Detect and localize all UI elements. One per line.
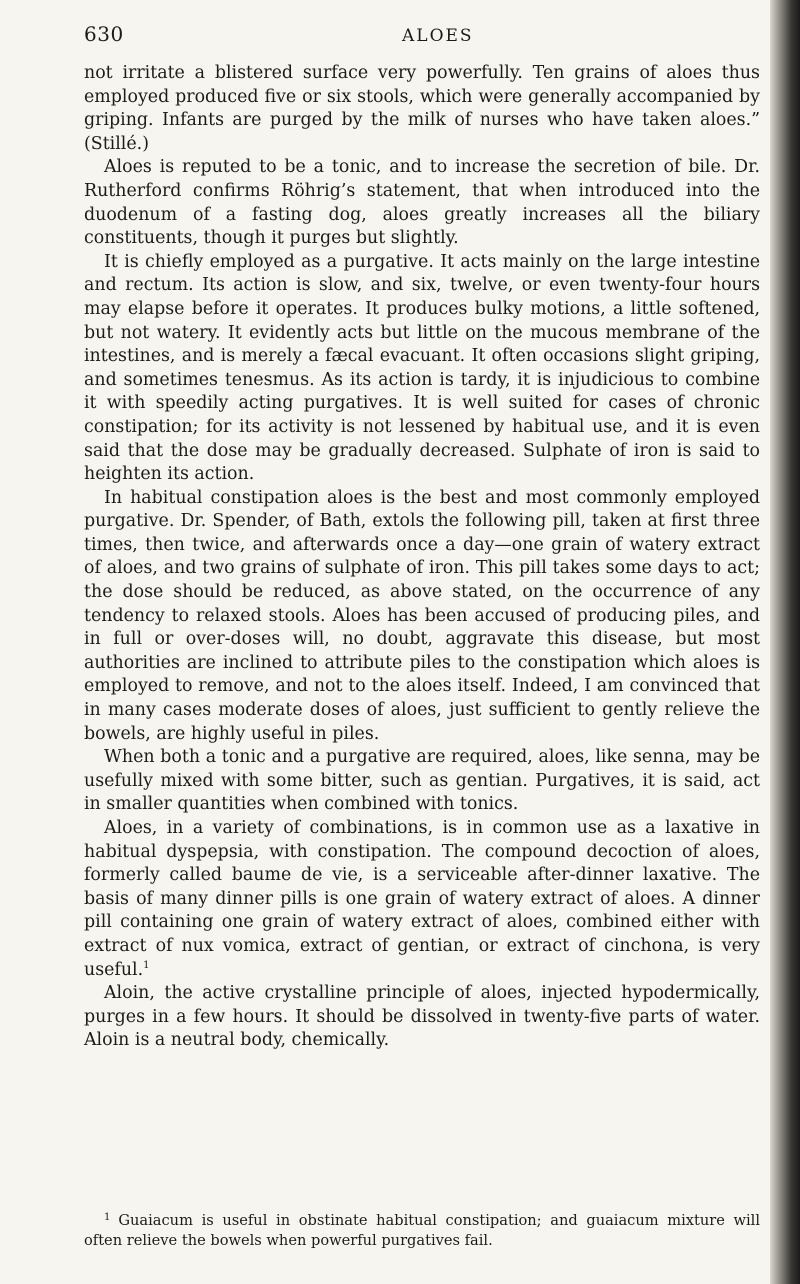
paragraph: not irritate a blistered surface very powerfully. Ten grains of aloes thus employed produced five or six stools, which were generally accompanied by griping. Infants are purged by the milk of nurses who have taken aloes.” (Stillé.) [84, 63, 760, 154]
footnote-text: Guaiacum is useful in obstinate habitual constipation; and guaiacum mixture will often relieve the bowels when powerful purgatives fail. [84, 1212, 760, 1249]
paragraph [84, 817, 760, 982]
paragraph: In habitual constipation aloes is the best and most commonly employed purgative. Dr. Spender, of Bath, extols the following pill, taken at first three times, then twice, and afterwards once a day—one grain of watery extract of aloes, and two grains of sulphate of iron. This pill takes some days to act; the dose should be reduced, as above stated, on the occurrence of any tendency to relaxed stools. Aloes has been accused of producing piles, and in full or over-doses will, no doubt, aggravate this disease, but most authorities are inclined to attribute piles to the constipation which aloes is employed to remove, and not to the aloes itself. Indeed, I am convinced that in many cases moderate doses of aloes, just sufficient to gently relieve the bowels, are highly useful in piles. [84, 487, 760, 744]
footnote-mark: 1 [104, 1212, 111, 1223]
paragraph: When both a tonic and a purgative are required, aloes, like senna, may be usefully mixed with some bitter, such as gentian. Purgatives, it is said, act in smaller quantities when combined with tonics. [84, 747, 760, 815]
footnote [84, 1208, 760, 1251]
footnote-paragraph [84, 1208, 760, 1251]
paragraph: Aloes is reputed to be a tonic, and to increase the secretion of bile. Dr. Rutherford confirms Röhrig’s statement, that when introduced into the duodenum of a fasting dog, aloes greatly increases all the biliary constituents, though it purges but slightly. [84, 157, 760, 249]
paragraph-text: Aloes, in a variety of combinations, is in common use as a laxative in habitual dyspepsia, with constipation. The compound decoction of aloes, formerly called baume de vie, is a serviceable after-dinner laxative. The basis of many dinner pills is one grain of watery extract of aloes. A dinner pill containing one grain of watery extract of aloes, combined either with extract of nux vomica, extract of gentian, or extract of cinchona, is very useful. [84, 818, 760, 980]
page-number: 630 [84, 22, 124, 46]
page-edge-shadow [770, 0, 800, 1284]
paragraph: Aloin, the active crystalline principle of aloes, injected hypodermically, purges in a few hours. It should be dissolved in twenty-five parts of water. Aloin is a neutral body, chemically. [84, 983, 760, 1051]
footnote-reference: 1 [143, 959, 150, 971]
paragraph: It is chiefly employed as a purgative. It acts mainly on the large intestine and rectum. Its action is slow, and six, twelve, or even twenty-four hours may elapse before it operates. It produces bulky motions, a little softened, but not watery. It evidently acts but little on the mucous membrane of the intestines, and is merely a fæcal evacuant. It often occasions slight griping, and sometimes tenesmus. As its action is tardy, it is injudicious to combine it with speedily acting purgatives. It is well suited for cases of chronic constipation; for its activity is not lessened by habitual use, and it is even said that the dose may be gradually decreased. Sulphate of iron is said to heighten its action. [84, 251, 760, 485]
running-head: ALOES [402, 26, 474, 46]
body-text [84, 62, 760, 1053]
page-header [84, 22, 750, 52]
